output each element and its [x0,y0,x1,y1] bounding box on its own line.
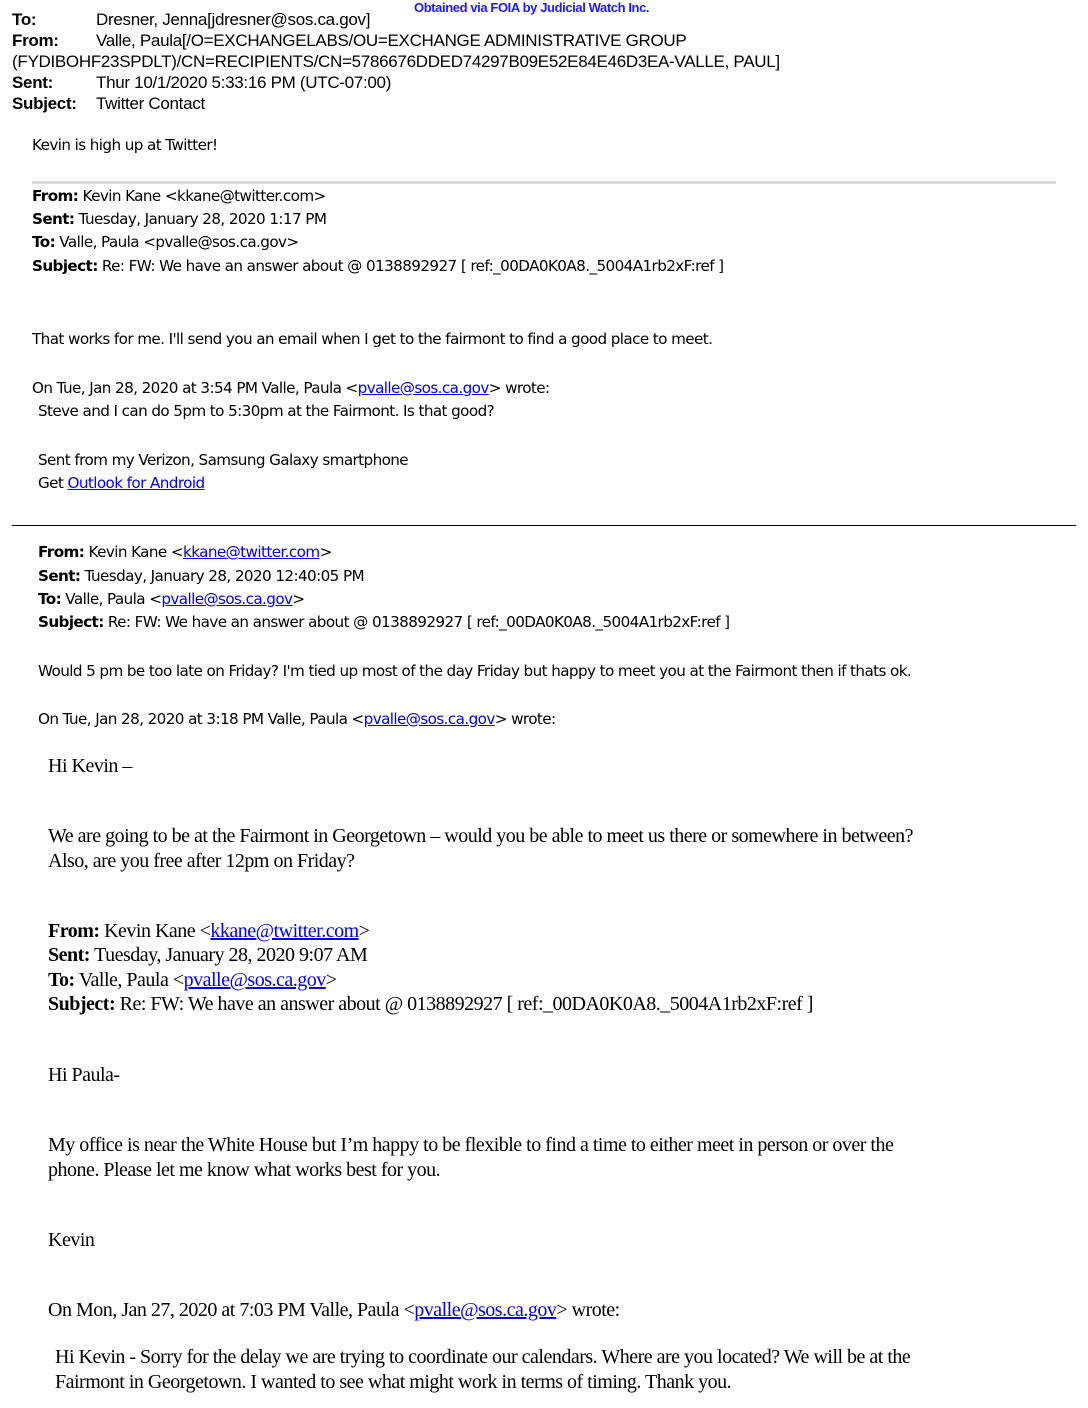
email4-subject-value: Re: FW: We have an answer about @ 0138892927 [ ref:_00DA0K0A8._5004A1rb2xF:ref ] [119,993,813,1015]
email4-from [48,920,369,943]
email1-to-label: To: [32,233,56,251]
from-value: Valle, Paula[/O=EXCHANGELABS/OU=EXCHANGE ADMINISTRATIVE GROUP [96,31,687,50]
foia-watermark: Obtained via FOIA by Judicial Watch Inc. [414,0,650,15]
from-label: From: [12,31,59,50]
email4-from-email-link[interactable]: kkane@twitter.com [210,920,359,942]
sent-label: Sent: [12,73,54,92]
email2-sent-label: Sent: [38,567,81,585]
email1-subject-label: Subject: [32,257,98,275]
email1-quote-email-link[interactable]: pvalle@sos.ca.gov [357,379,489,397]
email3-body-line1: We are going to be at the Fairmont in Georgetown – would you be able to meet us there or somewhere in between? [48,825,913,847]
email2-from [38,543,332,561]
subject-label: Subject: [12,94,77,113]
header-from-row [12,31,686,51]
email4-subject [48,993,813,1016]
email2-quote-suffix: > wrote: [494,710,556,728]
top-message: Kevin is high up at Twitter! [32,136,218,154]
email4-body-line2: phone. Please let me know what works best for you. [48,1159,441,1181]
email1-quote-prefix: On Tue, Jan 28, 2020 at 3:54 PM Valle, Paula < [32,379,358,397]
email2-body: Would 5 pm be too late on Friday? I'm tied up most of the day Friday but happy to meet you at the Fairmont then if thats ok. [38,662,912,680]
email4-to-label: To: [48,969,75,991]
email1-sent [32,210,326,228]
email2-to-email-link[interactable]: pvalle@sos.ca.gov [161,590,293,608]
email1-quote-line [32,379,550,397]
email5-quote-suffix: > wrote: [556,1299,620,1321]
email2-subject [38,613,730,631]
email1-quote-suffix: > wrote: [488,379,550,397]
email3-body-line2: Also, are you free after 12pm on Friday? [48,850,355,872]
email5-body-line1: Hi Kevin - Sorry for the delay we are trying to coordinate our calendars. Where are you located? We will be at the [55,1346,911,1368]
email2-to-prefix: Valle, Paula < [65,590,162,608]
email2-subject-label: Subject: [38,613,104,631]
email4-to [48,969,337,992]
email5-body-line2: Fairmont in Georgetown. I wanted to see what might work in terms of timing. Thank you. [55,1371,732,1393]
email1-to [32,233,299,251]
email1-subject-value: Re: FW: We have an answer about @ 0138892927 [ ref:_00DA0K0A8._5004A1rb2xF:ref ] [101,257,724,275]
email4-sent-value: Tuesday, January 28, 2020 9:07 AM [94,944,368,966]
email1-get-prefix: Get [38,474,68,492]
header-from-continuation: (FYDIBOHF23SPDLT)/CN=RECIPIENTS/CN=5786676DDED74297B09E52E84E46D3EA-VALLE, PAUL] [12,52,780,71]
email1-subject [32,257,724,275]
outlook-for-android-link[interactable]: Outlook for Android [67,474,205,492]
header-sent-row [12,73,391,93]
email2-from-email-link[interactable]: kkane@twitter.com [183,543,320,561]
email4-to-suffix: > [325,969,337,991]
email2-subject-value: Re: FW: We have an answer about @ 0138892927 [ ref:_00DA0K0A8._5004A1rb2xF:ref ] [107,613,730,631]
email3-greeting: Hi Kevin – [48,755,132,777]
to-label: To: [12,10,37,29]
sent-value: Thur 10/1/2020 5:33:16 PM (UTC-07:00) [96,73,392,92]
email2-sent [38,567,364,585]
email2-from-label: From: [38,543,85,561]
email4-subject-label: Subject: [48,993,116,1015]
email1-quote-body: Steve and I can do 5pm to 5:30pm at the Fairmont. Is that good? [38,402,495,420]
email2-quote-line [38,710,556,728]
email1-body: That works for me. I'll send you an email when I get to the fairmont to find a good place to meet. [32,330,713,348]
email1-sent-value: Tuesday, January 28, 2020 1:17 PM [78,210,327,228]
email2-quote-email-link[interactable]: pvalle@sos.ca.gov [363,710,495,728]
header-to-row [12,10,370,30]
header-subject-row [12,94,205,114]
black-divider [12,525,1076,526]
email2-to-suffix: > [292,590,305,608]
email2-quote-prefix: On Tue, Jan 28, 2020 at 3:18 PM Valle, Paula < [38,710,364,728]
email4-sent-label: Sent: [48,944,90,966]
email2-from-prefix: Kevin Kane < [88,543,183,561]
email1-from-label: From: [32,187,79,205]
email4-body-line1: My office is near the White House but I’m happy to be flexible to find a time to either meet in person or over the [48,1134,894,1156]
email1-get-outlook [38,474,205,492]
email4-from-prefix: Kevin Kane < [104,920,211,942]
email1-signature: Sent from my Verizon, Samsung Galaxy smartphone [38,451,409,469]
email5-quote-prefix: On Mon, Jan 27, 2020 at 7:03 PM Valle, Paula < [48,1299,415,1321]
to-value: Dresner, Jenna[jdresner@sos.ca.gov] [96,10,371,29]
email2-to-label: To: [38,590,62,608]
email4-greeting: Hi Paula- [48,1064,120,1086]
subject-value: Twitter Contact [96,94,205,113]
email4-signoff: Kevin [48,1229,95,1251]
email2-sent-value: Tuesday, January 28, 2020 12:40:05 PM [84,567,365,585]
email2-from-suffix: > [319,543,332,561]
email1-sent-label: Sent: [32,210,75,228]
gray-divider [32,181,1056,184]
email1-from-value: Kevin Kane <kkane@twitter.com> [82,187,326,205]
email1-to-value: Valle, Paula <pvalle@sos.ca.gov> [59,233,299,251]
email4-from-suffix: > [358,920,370,942]
email4-from-label: From: [48,920,100,942]
email4-to-email-link[interactable]: pvalle@sos.ca.gov [183,969,326,991]
email5-quote-email-link[interactable]: pvalle@sos.ca.gov [414,1299,557,1321]
email4-sent [48,944,367,967]
email1-from [32,187,326,205]
email4-to-prefix: Valle, Paula < [78,969,184,991]
email2-to [38,590,305,608]
email5-quote-line [48,1299,620,1322]
